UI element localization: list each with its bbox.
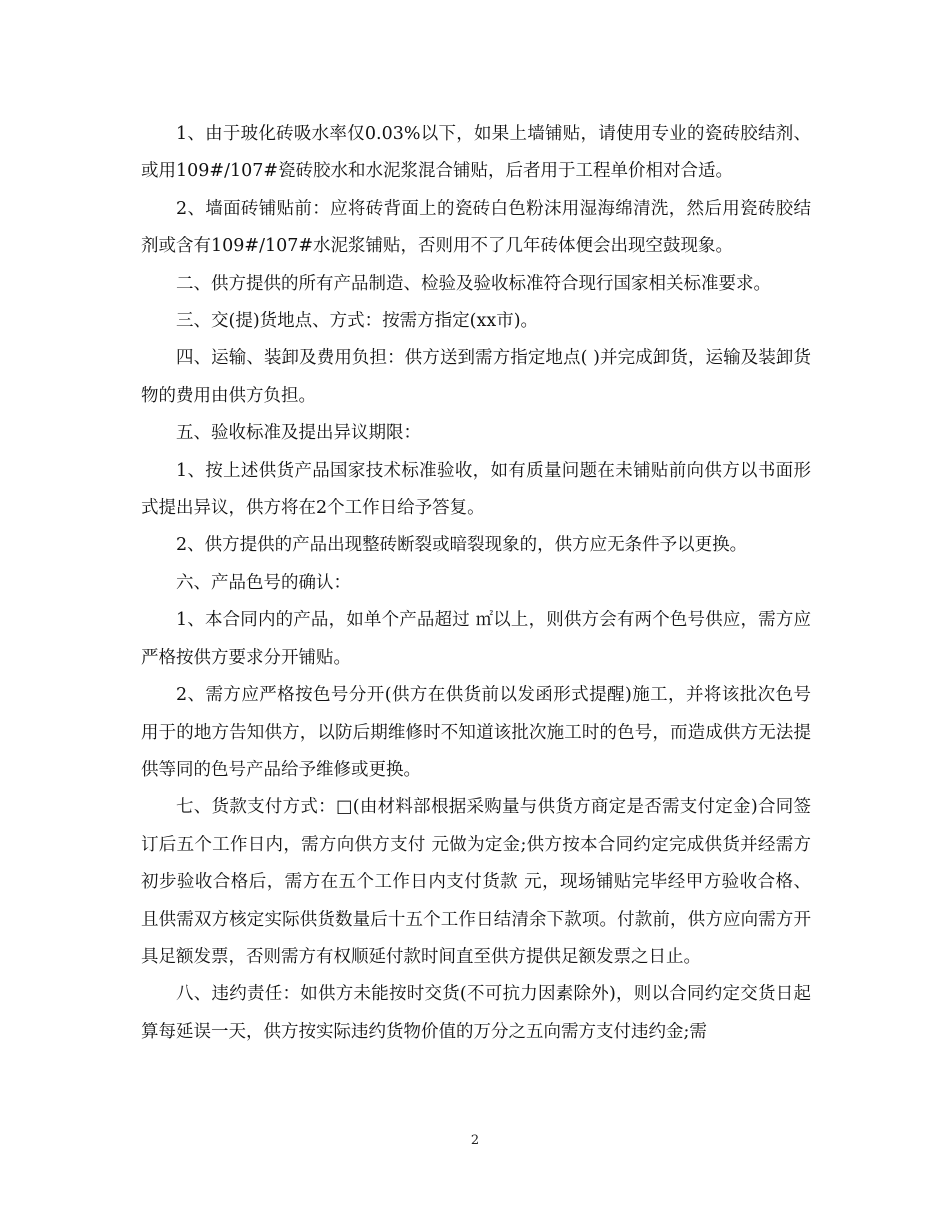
paragraph: 五、验收标准及提出异议期限： bbox=[176, 423, 421, 444]
paragraph: 七、货款支付方式：□(由材料部根据采购量与供货方商定是否需支付定金)合同签订后五个工作日内，需方向供方支付 元做为定金;供方按本合同约定完成供货并经需方初步验收合格后，需方在五个工作日内支付货款 元，现场铺贴完毕经甲方验收合格、且供需双方核定实际供货数量后十五个工作日结清余下款项。付款前，供方应向需方开具足额发票，否则需方有权顺延付款时间直至供方提供足额发票之日止。 bbox=[141, 797, 811, 967]
paragraph: 2、供方提供的产品出现整砖断裂或暗裂现象的，供方应无条件予以更换。 bbox=[176, 535, 748, 556]
page-number: 2 bbox=[470, 1133, 480, 1148]
paragraph: 四、运输、装卸及费用负担：供方送到需方指定地点( )并完成卸货，运输及装卸货物的费用由供方负担。 bbox=[141, 348, 811, 406]
document-body bbox=[141, 116, 811, 1051]
paragraph: 三、交(提)货地点、方式：按需方指定(xx市)。 bbox=[176, 311, 539, 332]
paragraph: 1、由于玻化砖吸水率仅0.03%以下，如果上墙铺贴，请使用专业的瓷砖胶结剂、或用109#/107#瓷砖胶水和水泥浆混合铺贴，后者用于工程单价相对合适。 bbox=[141, 124, 811, 182]
paragraph: 八、违约责任：如供方未能按时交货(不可抗力因素除外)，则以合同约定交货日起算每延误一天，供方按实际违约货物价值的万分之五向需方支付违约金;需 bbox=[141, 984, 811, 1042]
paragraph: 六、产品色号的确认： bbox=[176, 572, 351, 593]
paragraph: 1、按上述供货产品国家技术标准验收，如有质量问题在未铺贴前向供方以书面形式提出异议，供方将在2个工作日给予答复。 bbox=[141, 460, 811, 519]
paragraph: 1、本合同内的产品，如单个产品超过 ㎡以上，则供方会有两个色号供应，需方应严格按供方要求分开铺贴。 bbox=[141, 610, 811, 668]
paragraph: 2、需方应严格按色号分开(供方在供货前以发函形式提醒)施工，并将该批次色号用于的地方告知供方，以防后期维修时不知道该批次施工时的色号，而造成供方无法提供等同的色号产品给予维修或更换。 bbox=[141, 685, 811, 780]
paragraph: 2、墙面砖铺贴前：应将砖背面上的瓷砖白色粉沫用湿海绵清洗，然后用瓷砖胶结剂或含有109#/107#水泥浆铺贴，否则用不了几年砖体便会出现空鼓现象。 bbox=[141, 198, 811, 257]
paragraph: 二、供方提供的所有产品制造、检验及验收标准符合现行国家相关标准要求。 bbox=[176, 273, 771, 294]
